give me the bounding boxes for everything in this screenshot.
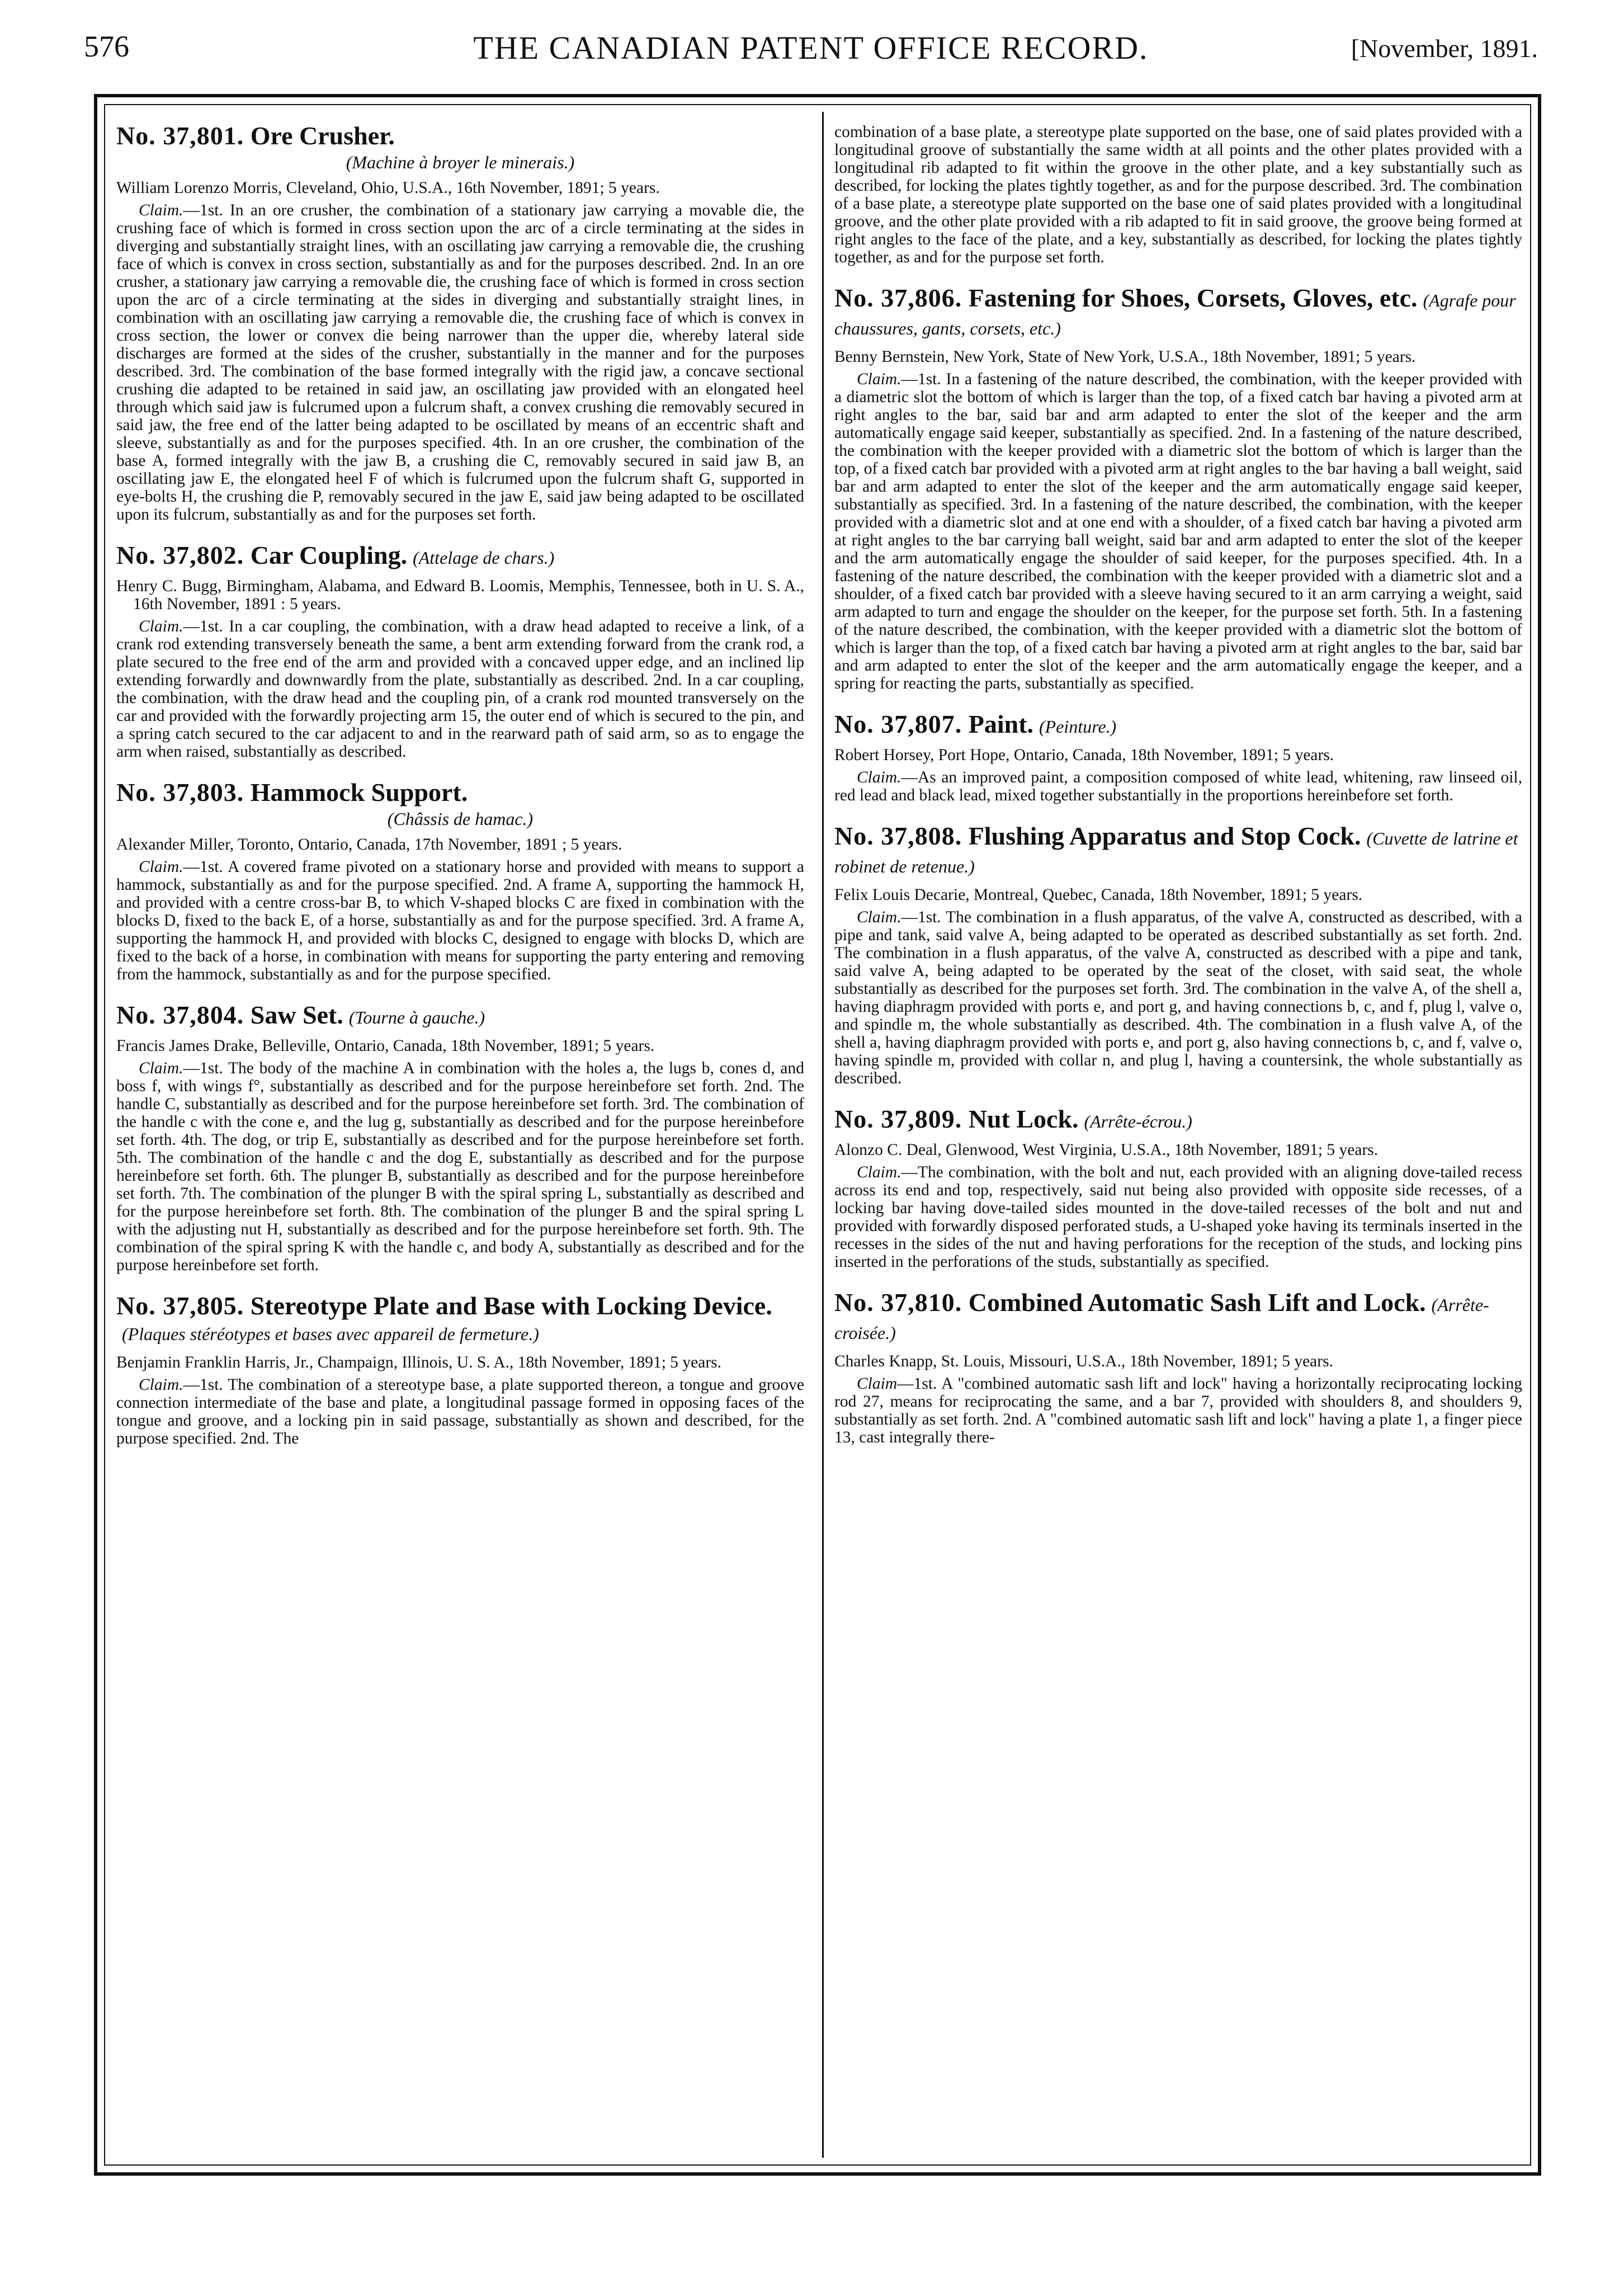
patentee-line: Alonzo C. Deal, Glenwood, West Virginia, U.S.A., 18th November, 1891; 5 years.	[834, 1141, 1378, 1159]
patent-number: No. 37,803.	[116, 778, 244, 807]
patent-entry	[834, 823, 1522, 1087]
patent-title: Flushing Apparatus and Stop Cock.	[968, 822, 1361, 850]
patent-entry	[116, 543, 804, 761]
patent-heading	[116, 1293, 804, 1347]
french-title: (Peinture.)	[1039, 716, 1117, 737]
patent-title: Car Coupling.	[250, 541, 408, 569]
claim-text	[116, 858, 804, 983]
patent-number: No. 37,808.	[834, 822, 962, 850]
patent-heading	[116, 780, 804, 829]
patent-title: Saw Set.	[250, 1001, 343, 1029]
claim-body: —1st. The body of the machine A in combination with the holes a, the lugs b, cones d, and boss f, with wings f°, substantially as described and for the purpose hereinbefore set forth. 2nd. The handle C, substantially as described and for the purpose hereinbefore set forth. 3rd. The combination of the handle c with the cone e, and the lug g, substantially as described and for the purpose hereinbefore set forth. 4th. The dog, or trip E, substantially as described and for the purpose hereinbefore set forth. 5th. The combination of the handle c and the dog E, substantially as described and for the purpose hereinbefore set forth. 6th. The plunger B, substantially as described and for the purpose hereinbefore set forth. 7th. The combination of the plunger B with the spiral spring L, substantially as described and for the purpose hereinbefore set forth. 8th. The combination of the plunger B and the spiral spring L with the adjusting nut H, substantially as described and for the purpose hereinbefore set forth. 9th. The combination of the spiral spring K with the handle c, and body A, substantially as described and for the purpose hereinbefore set forth.	[116, 1059, 804, 1274]
patentee-line: William Lorenzo Morris, Cleveland, Ohio, U.S.A., 16th November, 1891; 5 years.	[116, 179, 660, 197]
claim-text	[116, 201, 804, 524]
patent-title: Paint.	[968, 710, 1034, 738]
patent-heading	[116, 1002, 804, 1030]
patent-entry	[834, 1106, 1522, 1271]
patent-title: Ore Crusher.	[250, 123, 395, 150]
claim-label: Claim	[857, 1375, 898, 1393]
french-title: (Cuvette de latrine et robinet de retenue.)	[834, 828, 1518, 876]
patentee-line: Felix Louis Decarie, Montreal, Quebec, Canada, 18th November, 1891; 5 years.	[834, 886, 1363, 904]
issue-date: [November, 1891.	[1351, 34, 1538, 63]
patent-number: No. 37,807.	[834, 710, 962, 738]
claim-body: —1st. In a car coupling, the combination, with a draw head adapted to receive a link, of a crank rod extending transversely beneath the same, a bent arm extending forward from the crank rod, a plate secured to the free end of the arm and provided with a concaved upper edge, and an inclined lip extending forwardly and downwardly from the plate, substantially as described. 2nd. In a car coupling, the combination, with the draw head and the coupling pin, of a crank rod mounted transversely on the car and provided with the forwardly projecting arm 15, the outer end of which is secured to the pin, and a spring catch secured to the car adjacent to and in the rearward path of said arm, so as to engage the arm when raised, substantially as described.	[116, 617, 804, 761]
claim-text	[834, 1375, 1522, 1446]
claim-text	[834, 1163, 1522, 1271]
right-column	[834, 123, 1522, 2153]
french-title: (Attelage de chars.)	[413, 548, 555, 568]
patentee-line: Francis James Drake, Belleville, Ontario, Canada, 18th November, 1891; 5 years.	[116, 1037, 655, 1055]
patent-title: Combined Automatic Sash Lift and Lock.	[968, 1288, 1426, 1317]
patentee-line: Robert Horsey, Port Hope, Ontario, Canada, 18th November, 1891; 5 years.	[834, 746, 1334, 764]
patent-heading	[116, 543, 804, 570]
patentee-line: Henry C. Bugg, Birmingham, Alabama, and Edward B. Loomis, Memphis, Tennessee, both in U. S. A., 16th November, 1891 : 5 years.	[116, 577, 804, 613]
claim-text	[834, 370, 1522, 692]
patent-entry	[116, 123, 804, 524]
claim-label: Claim.	[857, 908, 901, 926]
patentee-line: Benny Bernstein, New York, State of New York, U.S.A., 18th November, 1891; 5 years.	[834, 348, 1416, 366]
patent-heading	[834, 285, 1522, 341]
running-head	[84, 29, 1538, 74]
patent-number: No. 37,804.	[116, 1001, 244, 1029]
patent-number: No. 37,801.	[116, 123, 244, 150]
patent-entry	[834, 1290, 1522, 1446]
french-title: (Arrête-croisée.)	[834, 1295, 1489, 1343]
patent-entry	[834, 711, 1522, 804]
continued-claim-text: combination of a base plate, a stereotype plate supported on the base, one of said plates provided with a longitudinal groove of substantially the same width at all points and the other plates provided with a longitudinal rib adapted to fit within the groove in the other plate, and a key substantially such as described, for locking the plates tightly together, as and for the purpose described. 3rd. The combination of a base plate, a stereotype plate supported on the base one of said plates provided with a longitudinal groove, and the other plate provided with a rib adapted to fit in said groove, the groove being formed at right angles to the face of the plate, and a key, substantially as described, for locking the plates tightly together, as and for the purpose set forth.	[834, 123, 1522, 266]
claim-body: —1st. A "combined automatic sash lift and lock" having a horizontally reciprocating locking rod 27, means for reciprocating the same, and a bar 7, provided with shoulders 8, and shoulders 9, substantially as set forth. 2nd. A "combined automatic sash lift and lock" having a plate 1, a finger piece 13, cast integrally there-	[834, 1375, 1522, 1446]
patent-heading	[834, 823, 1522, 879]
claim-label: Claim.	[139, 1059, 183, 1077]
claim-label: Claim.	[139, 1376, 183, 1394]
left-column	[116, 123, 804, 2153]
claim-body: —As an improved paint, a composition composed of white lead, whitening, raw linseed oil, red lead and black lead, mixed together substantially in the proportions hereinbefore set forth.	[834, 768, 1522, 804]
patent-title: Fastening for Shoes, Corsets, Gloves, etc.	[968, 284, 1418, 312]
patent-title: Hammock Support.	[250, 778, 468, 807]
patent-title: Stereotype Plate and Base with Locking Device.	[250, 1291, 772, 1320]
page-number: 576	[84, 30, 129, 63]
patent-title: Nut Lock.	[968, 1105, 1079, 1133]
column-divider	[822, 112, 824, 2158]
patentee-line: Benjamin Franklin Harris, Jr., Champaign, Illinois, U. S. A., 18th November, 1891; 5 years.	[116, 1353, 722, 1371]
french-title: (Arrête-écrou.)	[1084, 1111, 1192, 1131]
claim-body: —The combination, with the bolt and nut, each provided with an aligning dove-tailed recess across its end and top, respectively, said nut being also provided with opposite side recesses, of a locking bar having dove-tailed sides mounted in the dove-tailed recesses of the bolt and nut and provided with forwardly disposed perforated studs, a U-shaped yoke having its terminals inserted in the recesses in the sides of the nut and having perforations for the reception of the studs, and locking pins inserted in the perforations of the studs, substantially as specified.	[834, 1163, 1522, 1271]
patent-entry	[116, 1002, 804, 1274]
patent-number: No. 37,806.	[834, 284, 962, 312]
patent-heading	[834, 1290, 1522, 1346]
patentee-line: Charles Knapp, St. Louis, Missouri, U.S.A., 18th November, 1891; 5 years.	[834, 1352, 1333, 1370]
claim-body: —1st. The combination of a stereotype base, a plate supported thereon, a tongue and groove connection intermediate of the base and plate, a longitudinal passage formed in opposing faces of the tongue and groove, and a locking pin in said passage, substantially as shown and described, for the purpose specified. 2nd. The	[116, 1376, 804, 1447]
claim-text	[116, 1376, 804, 1447]
claim-label: Claim.	[139, 617, 183, 635]
patent-entry	[116, 780, 804, 983]
journal-title: THE CANADIAN PATENT OFFICE RECORD.	[473, 30, 1149, 66]
patent-number: No. 37,805.	[116, 1291, 244, 1320]
patent-number: No. 37,809.	[834, 1105, 962, 1133]
claim-text	[834, 908, 1522, 1087]
claim-body: —1st. In an ore crusher, the combination of a stationary jaw carrying a movable die, the crushing face of which is formed in cross section upon the arc of a circle terminating at the sides in diverging and substantially straight lines, with an oscillating jaw carrying a removable die, the crushing face of which is convex in cross section, substantially as and for the purposes described. 2nd. In an ore crusher, a stationary jaw carrying a removable die, the crushing face of which is formed in cross section upon the arc of a circle terminating at the sides in diverging and substantially straight lines, in combination with an oscillating jaw carrying a removable die, the crushing face of which is convex in cross section, the lower or convex die being narrower than the upper die, whereby lateral side discharges are formed at the sides of the crusher, substantially in the manner and for the purposes described. 3rd. The combination of the base formed integrally with the rigid jaw, a concave sectional crushing die adapted to be retained in said jaw, an oscillating jaw provided with an elongated heel through which said jaw is fulcrumed upon a fulcrum shaft, a convex crushing die removably secured in said jaw, the free end of the latter being adapted to be oscillated by means of an eccentric shaft and sleeve, substantially as and for the purposes specified. 4th. In an ore crusher, the combination of the base A, formed integrally with the jaw B, a crushing die C, removably secured in said jaw B, an oscillating jaw E, the elongated heel F of which is fulcrumed upon the fulcrum shaft G, supported in eye-bolts H, the crushing die P, removably secured in the jaw E, said jaw being adapted to be oscillated upon its fulcrum, substantially as and for the purposes set forth.	[116, 201, 804, 524]
french-title: (Machine à broyer le minerais.)	[346, 152, 575, 172]
claim-label: Claim.	[857, 768, 901, 786]
claim-label: Claim.	[857, 370, 901, 388]
patent-number: No. 37,802.	[116, 541, 244, 569]
patent-entry	[116, 1293, 804, 1447]
claim-label: Claim.	[139, 201, 183, 219]
patent-entry	[834, 285, 1522, 692]
claim-body: —1st. A covered frame pivoted on a stationary horse and provided with means to support a hammock, substantially as and for the purpose specified. 2nd. A frame A, supporting the hammock H, and provided with a centre cross-bar B, to which V-shaped blocks C are fixed in combination with the blocks D, fixed to the back E, of a horse, substantially as and for the purpose specified. 3rd. A frame A, supporting the hammock H, and provided with blocks C, designed to engage with blocks D, which are fixed to the back of a horse, in combination with means for supporting the party entering and removing from the hammock, substantially as and for the purpose specified.	[116, 858, 804, 983]
patent-heading	[834, 1106, 1522, 1134]
patent-heading	[834, 711, 1522, 739]
claim-label: Claim.	[857, 1163, 901, 1181]
claim-body: —1st. The combination in a flush apparatus, of the valve A, constructed as described, with a pipe and tank, said valve A, being adapted to be operated as described substantially as set forth. 2nd. The combination in a flush apparatus, of the valve A, constructed as described with a pipe and tank, said valve A, being adapted to be operated by the seat of the closet, with said seat, the whole substantially as described for the purposes set forth. 3rd. The combination in the valve A, of the shell a, having diaphragm provided with ports e, and port g, and having connections b, c, and f, plug l, valve o, and spindle m, the whole substantially as described. 4th. The combination in a flush valve A, of the shell a, having diaphragm provided with ports e, and port g, also having connections b, c, and f, valve o, having spindle m, provided with collar n, and plug l, having a countersink, the whole substantially as described.	[834, 908, 1522, 1087]
claim-text	[834, 768, 1522, 804]
claim-label: Claim.	[139, 858, 183, 876]
patentee-line: Alexander Miller, Toronto, Ontario, Canada, 17th November, 1891 ; 5 years.	[116, 836, 622, 853]
claim-text	[116, 617, 804, 761]
claim-text	[116, 1059, 804, 1274]
french-title: (Agrafe pour chaussures, gants, corsets, etc.)	[834, 290, 1516, 338]
patent-number: No. 37,810.	[834, 1288, 962, 1317]
french-title: (Plaques stéréotypes et bases avec appareil de fermeture.)	[122, 1324, 539, 1344]
french-title: (Châssis de hamac.)	[387, 809, 534, 829]
french-title: (Tourne à gauche.)	[348, 1007, 485, 1027]
patent-heading	[116, 123, 804, 172]
claim-body: —1st. In a fastening of the nature described, the combination, with the keeper provided with a diametric slot the bottom of which is larger than the top, of a fixed catch bar having a pivoted arm at right angles to the bar, said bar and arm adapted to enter the slot of the keeper and the arm automatically engage said keeper, substantially as specified. 2nd. In a fastening of the nature described, the combination with the keeper provided with a diametric slot the bottom of which is larger than the top, of a fixed catch bar provided with a pivoted arm at right angles to the bar having a ball weight, said bar and arm adapted to enter the slot of the keeper and the arm automatically engage said keeper, substantially as specified. 3rd. In a fastening of the nature described, the combination, with the keeper provided with a diametric slot and at one end with a shoulder, of a fixed catch bar having a pivoted arm at right angles to the bar carrying ball weight, said bar and arm adapted to enter the slot of the keeper and the arm automatically engage the shoulder of said keeper, for the purposes specified. 4th. In a fastening of the nature described, the combination with the keeper provided with a diametric slot and a shoulder, of a fixed catch bar provided with a sleeve having secured to it an arm carrying a weight, said arm adapted to turn and engage the shoulder on the keeper, for the purpose set forth. 5th. In a fastening of the nature described, the combination, with the keeper provided with a diametric slot the bottom of which is larger than the top, of a fixed catch bar having a pivoted arm at right angles to the bar, said bar and arm adapted to enter the slot of the keeper and the arm automatically engage the keeper, and a spring for reacting the parts, substantially as specified.	[834, 370, 1522, 692]
